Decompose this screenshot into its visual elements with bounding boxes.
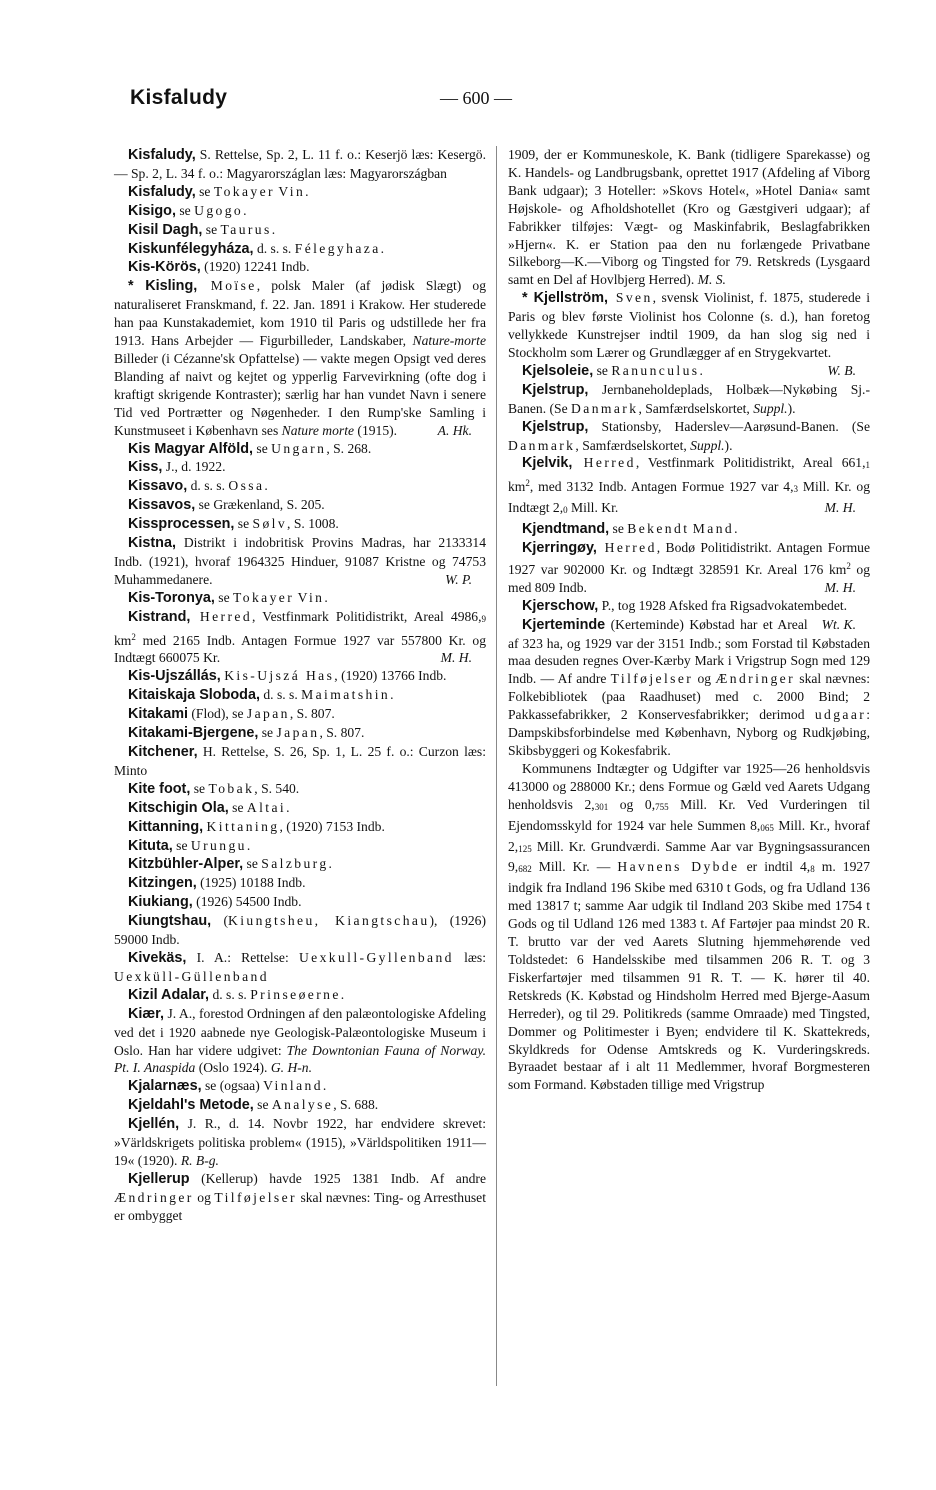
headword: Kiss, <box>128 459 163 476</box>
entry: Kitchener, H. Rettelse, S. 26, Sp. 1, L. 25 f. o.: Curzon læs: Minto <box>114 744 486 778</box>
headword: Kitakami-Bjergene, <box>128 725 259 742</box>
entry: Kjelstrup, Stationsby, Haderslev—Aarøsund-Banen. (Se Danmark, Samfærdselskortet, Suppl.). <box>508 418 870 453</box>
entry: Kissavos, se Grækenland, S. 205. <box>128 497 325 514</box>
entry: Kjalarnæs, se (ogsaa) Vinland. <box>128 1078 327 1095</box>
page-number: — 600 — <box>440 88 512 108</box>
page-header <box>130 86 810 116</box>
left-column <box>114 146 486 1225</box>
headword: Kjeldahl's Metode, <box>128 1097 254 1114</box>
entry: Kiær, J. A., forestod Ordningen af den palæontologiske Afdeling ved det i 1920 aabnede nye Geologisk-Palæontologiske Museum i Oslo. Han har videre udgivet: The Downtonian Fauna of Norway. Pt. I. Anaspida (Oslo 1924). G. H-n. <box>114 1005 487 1076</box>
headword: Kiær, <box>128 1005 164 1022</box>
entry: Kjerringøy, Herred, Bodø Politidistrikt. Antagen Formue 1927 var 902000 Kr. og Indtægt 328591 Kr. Areal 176 $km^2$ og med 809 Indb. M. H. <box>508 540 871 595</box>
column-divider <box>496 146 497 1386</box>
headword: Kizil Adalar, <box>128 986 210 1003</box>
entry: Kjellén, J. R., d. 14. Novbr 1922, har endvidere skrevet: »Världskrigets politiska problem« (1915), »Världspolitiken 1911—19« (1920). R. B-g. <box>114 1116 486 1168</box>
headword: Kjelstrup, <box>522 418 589 435</box>
entry: Kisfaludy, S. Rettelse, Sp. 2, L. 11 f. o.: Keserjö læs: Kesergö. — Sp. 2, L. 34 f. o.: Magyarországlan læs: Magyarországban <box>114 147 486 181</box>
entry: Kitzbühler-Alper, se Salzburg. <box>128 856 332 873</box>
headword: Kisigo, <box>128 202 176 219</box>
entry: Kite foot, se Tobak, S. 540. <box>128 780 300 797</box>
headword: Kjendtmand, <box>522 521 610 538</box>
headword: Kis-Toronya, <box>128 589 215 606</box>
headword: Kivekäs, <box>128 949 187 966</box>
headword: Kjerringøy, <box>522 540 597 557</box>
entry: Kivekäs, I. A.: Rettelse: Uexkull-Gyllenband læs: Uexküll-Güllenband <box>114 949 486 984</box>
entry-continuation: 1909, der er Kommuneskole, K. Bank (tidligere Sparekasse) og K. Handels- og Landbrugsbank, oprettet 1917 (Afdeling af Viborg Bank udgaar); 3 Hoteller: »Skovs Hotel«, »Hotel Dania« samt Højskole- og Afholdshotellet (Kro og Gæstgiveri udgaar); af Fabrikker tilføjes: Vægt- og Maskinfabrik, Beslagfabrikken »Hjern«. K. er Station paa den nu forlængede Privatbane Silkeborg—K.—Viborg og Tingsted for 79. Retskreds (Lysgaard samt en Del af Hovlbjerg Herred). M. S. <box>508 147 870 288</box>
headword: Kjerschow, <box>522 597 599 614</box>
author-signature: M. H. <box>824 500 856 516</box>
entry: Kituta, se Urungu. <box>128 837 251 854</box>
entry: Kjelvik, Herred, Vestfinmark Politidistrikt, Areal 661,1 $km^2$, med 3132 Indb. Antagen Formue 1927 var 4,3 Mill. Kr. og Indtægt 2,0 Mill. Kr. M. H. <box>508 455 870 516</box>
entry: Kiskunfélegyháza, d. s. s. Félegyhaza. <box>128 240 385 257</box>
entry: * Kisling, Moïse, polsk Maler (af jødisk Slægt) og naturaliseret Franskmand, f. 22. Jan. 1891 i Krakow. Her studerede han paa Kunstakademiet, kom 1910 til Paris og udstillede her fra 1913. Hans Arbejder — Figurbilleder, Landskaber, Nature-morte Billeder (i Cézanne'sk Opfattelse) — vakte megen Opsigt ved deres Blanding af naivt og kejtet og ypperlig Farvevirkning (ofte dog i kraftigt skrigende Kontraster); særlig har han vundet Navn i senere Tid ved Portrætter og Nøgenheder. I den Rump'ske Samling i Kunstmuseet i København ses Nature morte (1915). A. Hk. <box>114 278 486 438</box>
headword: Kjelvik, <box>522 455 573 472</box>
headword: Kiskunfélegyháza, <box>128 240 254 257</box>
headword: Kitchener, <box>128 744 198 760</box>
entry: Kiss, J., d. 1922. <box>128 459 226 476</box>
entry: Kitakami-Bjergene, se Japan, S. 807. <box>128 725 365 742</box>
entry: Kissavo, d. s. s. Ossa. <box>128 478 268 495</box>
entry: Kjendtmand, se Bekendt Mand. <box>522 521 738 538</box>
author-signature: Wt. K. <box>821 616 856 632</box>
entry: Kjelstrup, Jernbaneholdeplads, Holbæk—Nykøbing Sj.-Banen. (Se Danmark, Samfærdselskortet, Suppl.). <box>508 381 870 416</box>
entry: Kis-Ujszállás, Kis-Ujszá Has, (1920) 13766 Indb. <box>128 668 447 685</box>
author-signature: M. H. <box>440 650 472 666</box>
headword: Kis-Körös, <box>128 259 201 276</box>
headword: Kis Magyar Alföld, <box>128 440 254 457</box>
headword: Kjellerup <box>128 1170 190 1187</box>
author-signature: W. P. <box>445 571 472 587</box>
headword: Kitaiskaja Sloboda, <box>128 687 260 704</box>
running-headword: Kisfaludy <box>130 86 228 109</box>
headword: Kissavo, <box>128 478 188 495</box>
headword: Kistrand, <box>128 608 191 625</box>
author-signature: A. Hk. <box>437 422 472 438</box>
headword: Kis-Ujszállás, <box>128 668 221 685</box>
entry: Kisil Dagh, se Taurus. <box>128 221 276 238</box>
headword: Kisfaludy, <box>128 147 196 163</box>
headword: Kitzbühler-Alper, <box>128 856 244 873</box>
entry: Kiukiang, (1926) 54500 Indb. <box>128 894 302 911</box>
entry: Kis Magyar Alföld, se Ungarn, S. 268. <box>128 440 372 457</box>
entry: Kis-Toronya, se Tokayer Vin. <box>128 589 328 606</box>
right-column <box>508 146 870 1094</box>
headword: Kittanning, <box>128 818 204 835</box>
entry: Kitschigin Ola, se Altai. <box>128 799 290 816</box>
entry: * Kjellström, Sven, svensk Violinist, f. 1875, studerede i Paris og blev første Violinist hos Colonne (s. d.), han foretog vellykkede Kunstrejser indtil 1909, da han slog sig ned i Stockholm som Lærer og Grundlægger af en Strygekvartet. W. B. <box>508 290 870 378</box>
headword: * Kisling, <box>128 278 198 295</box>
entry: Kisigo, se Ugogo. <box>128 202 247 219</box>
headword: Kistna, <box>128 535 176 552</box>
headword: Kitakami <box>128 706 188 723</box>
headword: Kitschigin Ola, <box>128 799 229 816</box>
headword: Kite foot, <box>128 780 191 797</box>
headword: Kjerteminde <box>522 616 606 633</box>
entry: Kissprocessen, se Sølv, S. 1008. <box>128 516 339 533</box>
entry: Kisfaludy, se Tokayer Vin. <box>128 183 309 200</box>
entry: Kiungtshau, (Kiungtsheu, Kiangtschau), (1926) 59000 Indb. <box>114 913 486 948</box>
entry: Kitaiskaja Sloboda, d. s. s. Maimatshin. <box>128 687 394 704</box>
headword: * Kjellström, <box>522 290 609 307</box>
headword: Kjelstrup, <box>522 381 589 398</box>
headword: Kissavos, <box>128 497 196 514</box>
headword: Kisil Dagh, <box>128 221 203 238</box>
headword: Kjalarnæs, <box>128 1078 202 1095</box>
entry: Kitzingen, (1925) 10188 Indb. <box>128 875 306 892</box>
entry: Kjelsoleie, se Ranunculus. <box>522 362 703 379</box>
headword: Kjellén, <box>128 1116 180 1133</box>
entry: Kis-Körös, (1920) 12241 Indb. <box>128 259 310 276</box>
entry-paragraph: Kommunens Indtægter og Udgifter var 1925—26 henholdsvis 413000 og 288000 Kr.; dens Formue og Gæld ved Aarets Udgang henholdsvis 2,301 og 0,755 Mill. Kr. Ved Vurderingen til Ejendomsskyld for 1924 var hele Summen 8,065 Mill. Kr., hvoraf 2,125 Mill. Kr. Grundværdi. Samme Aar var Bygningsassurancen 9,682 Mill. Kr. — Havnens Dybde er indtil 4,8 m. 1927 indgik fra Indland 196 Skibe med 6310 t Gods, og fra Udland 136 med 13817 t; samme Aar udgik til Indland 203 Skibe med 1754 t Gods og til Udland 126 med 1383 t. Af Fartøjer paa mindst 20 R. T. brutto var der ved Aarets Slutning hjemmehørende ved Toldstedet: 6 Handelsskibe med tilsammen 206 R. T. og 3 Fiskerfartøjer med tilsammen 91 R. T. — K. hører til 40. Retskreds (K. Købstad og Hindsholm Herred med Bjerge-Aasum Herreder), og til 29. Politikreds (samme Omraade) med Tingsted, Dommer og Politimester i Byen; endvidere til K. Skattekreds, Skyldkreds for Odense Amtskreds og K. Vurderingskreds. Byraadet bestaar af i alt 11 Medlemmer, hvoraf Borgmesteren som Formand. Købstaden tillige med Vrigstrup <box>508 760 870 1093</box>
author-signature: W. B. <box>827 362 856 378</box>
entry: Kistna, Distrikt i indobritisk Provins Madras, har 2133314 Indb. (1921), hvoraf 1964325 Hinduer, 91087 Kristne og 74753 Muhammedanere. W. P. <box>114 535 486 587</box>
headword: Kiukiang, <box>128 894 193 911</box>
headword: Kjelsoleie, <box>522 362 594 379</box>
entry: Kjeldahl's Metode, se Analyse, S. 688. <box>128 1097 379 1114</box>
entry: Kizil Adalar, d. s. s. Prinseøerne. <box>128 986 345 1003</box>
entry: Kittanning, Kittaning, (1920) 7153 Indb. <box>128 818 385 835</box>
headword: Kitzingen, <box>128 875 197 892</box>
headword: Kissprocessen, <box>128 516 235 533</box>
entry: Kistrand, Herred, Vestfinmark Politidistrikt, Areal 4986,9 $km^2$ med 2165 Indb. Antagen Formue 1927 var 557800 Kr. og Indtægt 660075 Kr. M. H. <box>114 608 486 666</box>
headword: Kisfaludy, <box>128 183 196 200</box>
entry: Kjerteminde (Kerteminde) Købstad har et Areal af 323 ha, og 1929 var der 3151 Indb.; som Forstad til Købstaden maa desuden regnes Over-Kærby Mark i Vrigstrup Sogn med 129 Indb. — Af andre Tilføjelser og Ændringer skal nævnes: Folkebibliotek (paa Raadhuset) med c. 2000 Bind; 2 Pakkassefabrikker, 2 Konservesfabrikker; derimod udgaar: Dampskibsforbindelse med København, Nyborg og Rudkjøbing, Skibsbyggeri og Kokesfabrik. <box>508 616 870 758</box>
entry: Kitakami (Flod), se Japan, S. 807. <box>128 706 335 723</box>
headword: Kituta, <box>128 837 173 854</box>
headword: Kiungtshau, <box>128 913 212 930</box>
entry: Kjellerup (Kellerup) havde 1925 1381 Indb. Af andre Ændringer og Tilføjelser skal nævnes: Ting- og Arresthuset er ombygget <box>114 1170 486 1223</box>
author-signature: M. H. <box>824 579 856 595</box>
entry: Kjerschow, P., tog 1928 Afsked fra Rigsadvokatembedet. Wt. K. <box>508 597 870 616</box>
